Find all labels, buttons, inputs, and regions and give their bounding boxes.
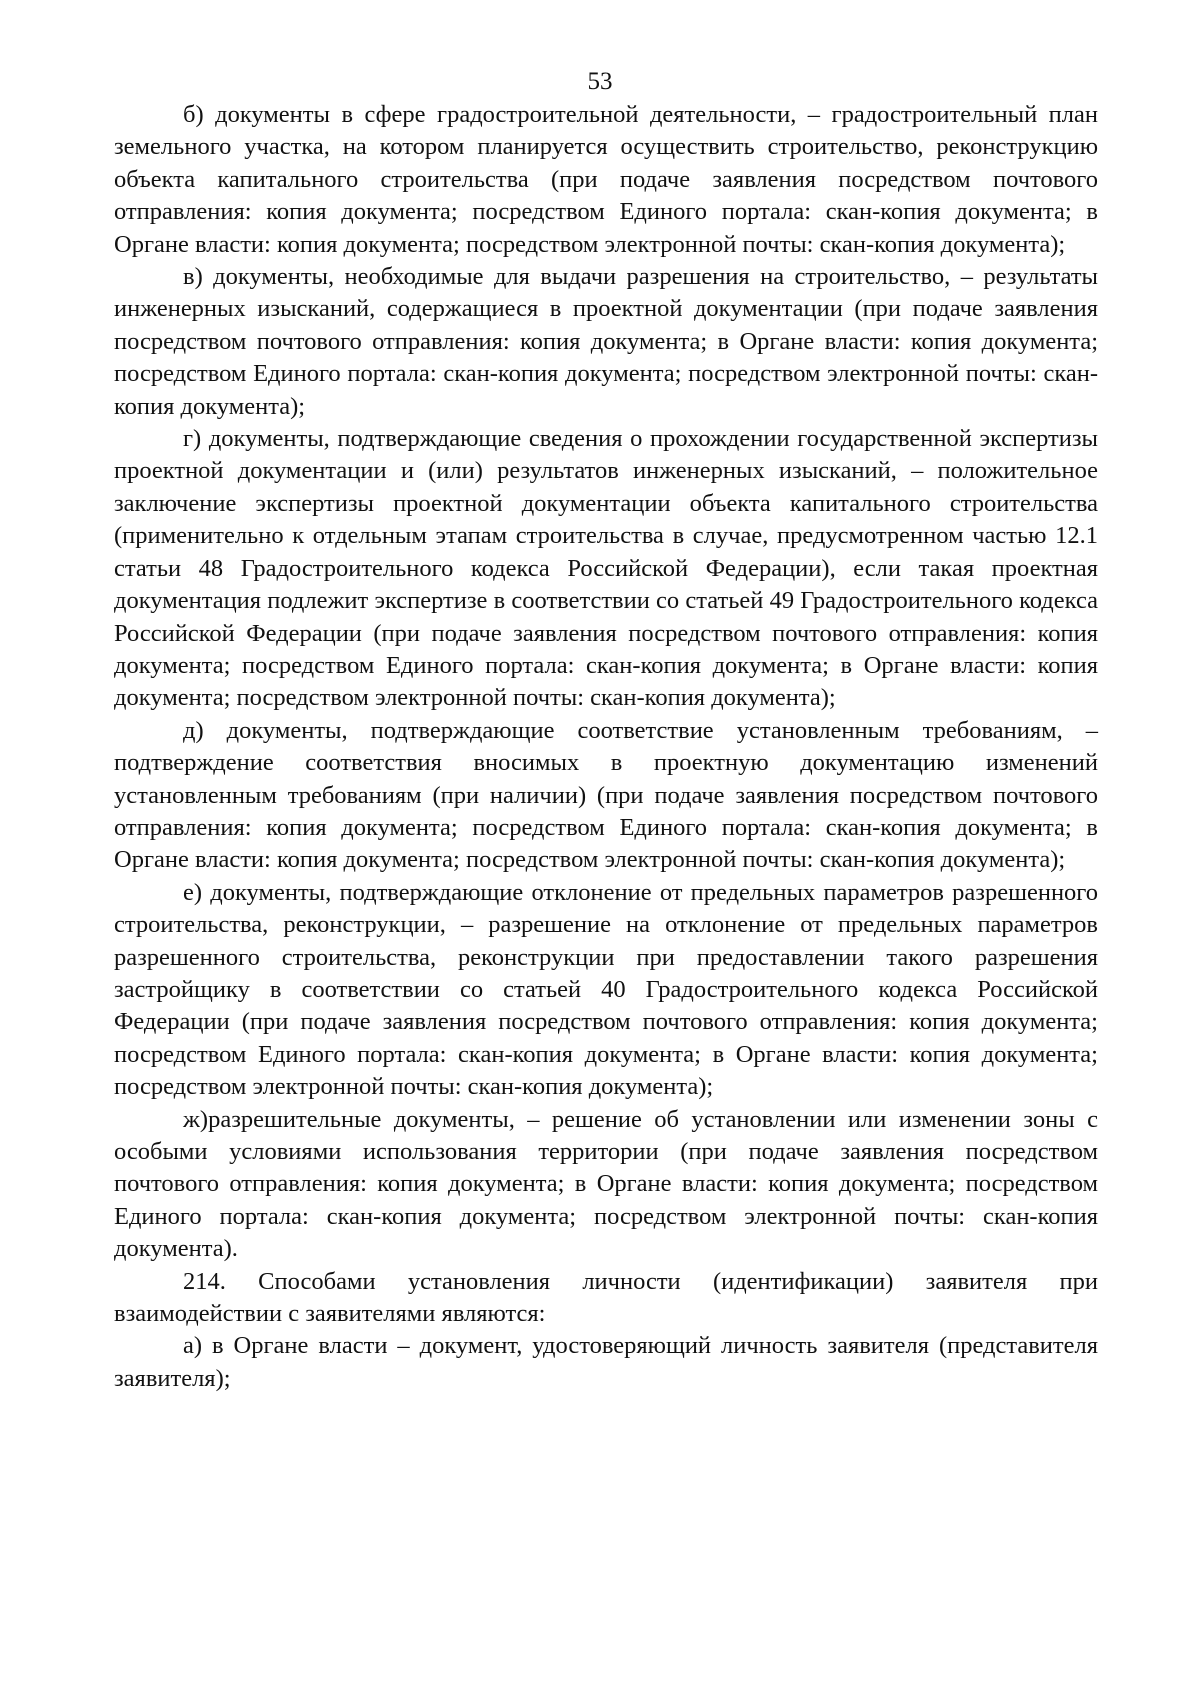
document-body <box>114 99 1098 1395</box>
paragraph-section-214: 214. Способами установления личности (идентификации) заявителя при взаимодействии с заявителями являются: <box>114 1267 1098 1328</box>
paragraph-item-b: б) документы в сфере градостроительной деятельности, – градостроительный план земельного участка, на котором планируется осуществить строительство, реконструкцию объекта капитального строительства (при подаче заявления посредством почтового отправления: копия документа; посредством Единого портала: скан-копия документа; в Органе власти: копия документа; посредством электронной почты: скан-копия документа); <box>114 101 1098 258</box>
paragraph-item-e: е) документы, подтверждающие отклонение от предельных параметров разрешенного строительства, реконструкции, – разрешение на отклонение от предельных параметров разрешенного строительства, реконструкции при предоставлении такого разрешения застройщику в соответствии со статьей 40 Градостроительного кодекса Российской Федерации (при подаче заявления посредством почтового отправления: копия документа; посредством Единого портала: скан-копия документа; в Органе власти: копия документа; посредством электронной почты: скан-копия документа); <box>114 878 1098 1101</box>
paragraph-item-a: а) в Органе власти – документ, удостоверяющий личность заявителя (представителя заявителя); <box>114 1332 1098 1392</box>
paragraph-item-zh: ж)разрешительные документы, – решение об установлении или изменении зоны с особыми условиями использования территории (при подаче заявления посредством почтового отправления: копия документа; в Органе власти: копия документа; посредством Единого портала: скан-копия документа; посредством электронной почты: скан-копия документа). <box>114 1105 1098 1263</box>
paragraph-item-v: в) документы, необходимые для выдачи разрешения на строительство, – результаты инженерных изысканий, содержащиеся в проектной документации (при подаче заявления посредством почтового отправления: копия документа; в Органе власти: копия документа; посредством Единого портала: скан-копия документа; посредством электронной почты: скан-копия документа); <box>114 263 1098 420</box>
page-number: 53 <box>587 68 613 95</box>
paragraph-item-d: д) документы, подтверждающие соответствие установленным требованиям, – подтверждение соответствия вносимых в проектную документацию изменений установленным требованиям (при наличии) (при подаче заявления посредством почтового отправления: копия документа; посредством Единого портала: скан-копия документа; в Органе власти: копия документа; посредством электронной почты: скан-копия документа); <box>114 716 1098 874</box>
paragraph-item-g: г) документы, подтверждающие сведения о прохождении государственной экспертизы проектной документации и (или) результатов инженерных изысканий, – положительное заключение экспертизы проектной документации объекта капитального строительства (применительно к отдельным этапам строительства в случае, предусмотренном частью 12.1 статьи 48 Градостроительного кодекса Российской Федерации), если такая проектная документация подлежит экспертизе в соответствии со статьей 49 Градостроительного кодекса Российской Федерации (при подаче заявления посредством почтового отправления: копия документа; посредством Единого портала: скан-копия документа; в Органе власти: копия документа; посредством электронной почты: скан-копия документа); <box>114 425 1098 712</box>
